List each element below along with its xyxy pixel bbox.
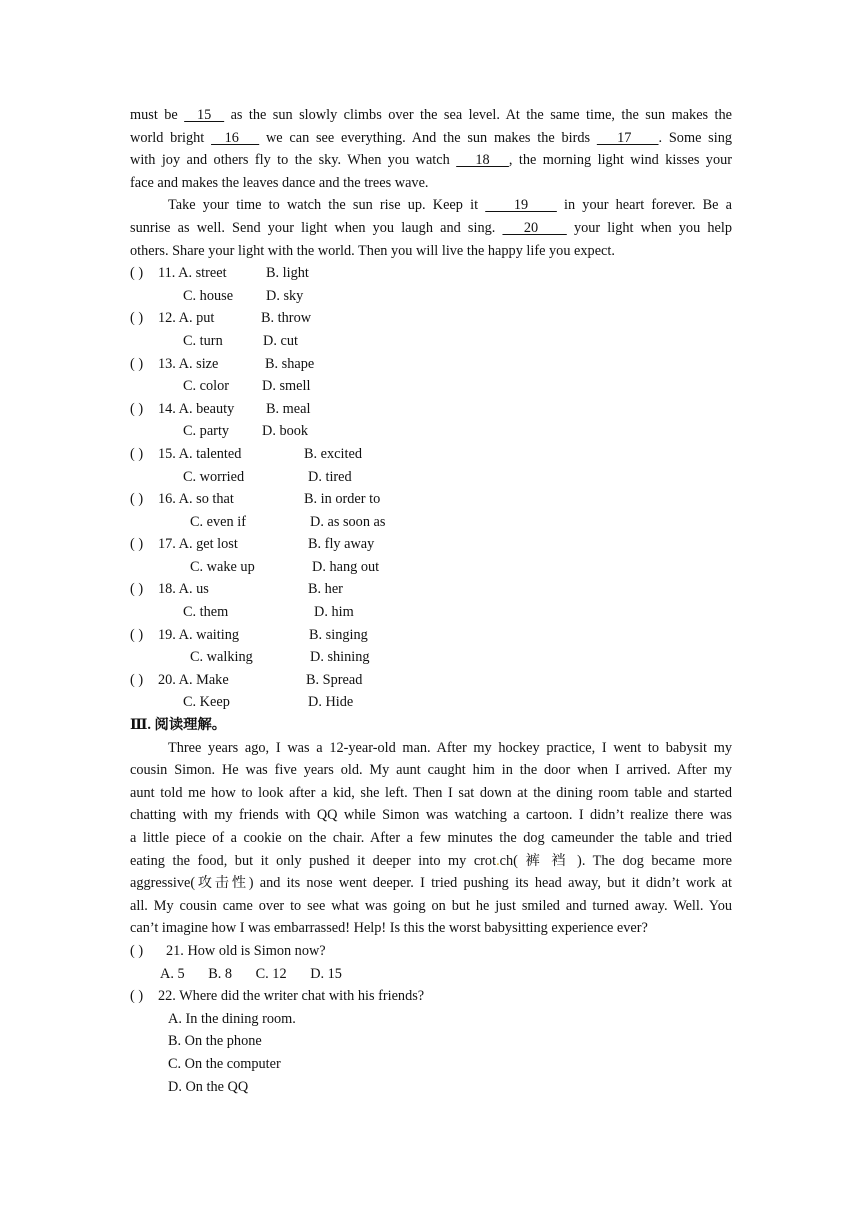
text: in your heart forever. Be a <box>556 197 733 214</box>
reading-passage <box>130 737 732 940</box>
text: must be <box>130 107 185 123</box>
blank-17: 17 <box>596 129 659 146</box>
option-b: B. fly away <box>308 536 375 553</box>
question-19 <box>130 624 732 647</box>
passage-line: aunt told me how to look after a kid, she left. Then I sat down at the dining room table and started <box>130 784 732 801</box>
text: Take your time to watch the sun rise up. Keep it <box>168 197 486 214</box>
passage-line: all. My cousin came over to see what was going on but he just smiled and turned away. Well. You <box>130 897 732 914</box>
passage-line: others. Share your light with the world. Then you will live the happy life you expect. <box>130 242 615 259</box>
option-c: C. party <box>183 423 230 440</box>
passage-line: aggressive(攻击性) and its nose went deeper. I tried pushing its head away, but it didn’t work at <box>130 875 732 892</box>
text: your light when you help <box>566 219 732 236</box>
option-d: D. him <box>314 604 354 621</box>
answer-paren[interactable]: ( ) <box>130 355 144 372</box>
text: , the morning light wind kisses your <box>508 152 732 169</box>
exam-page <box>130 104 732 1098</box>
option-a: 14. A. beauty <box>158 400 235 417</box>
option-b: B. her <box>308 581 343 598</box>
option-b: B. On the phone <box>168 1033 262 1050</box>
option-b: B. shape <box>265 355 315 372</box>
question-17 <box>130 533 732 556</box>
question-stem: 22. Where did the writer chat with his friends? <box>158 988 425 1005</box>
text: world bright <box>130 129 212 146</box>
option-a: A. 5 <box>160 965 185 982</box>
answer-paren[interactable]: ( ) <box>130 310 144 327</box>
blank-16: 16 <box>211 129 260 146</box>
option-b: B. Spread <box>306 671 363 688</box>
answer-paren[interactable]: ( ) <box>130 942 144 959</box>
text: eating the food, but it only pushed it deeper into my crot <box>130 852 497 869</box>
text: sunrise as well. Send your light when you laugh and sing. <box>130 219 503 236</box>
option-d: D. cut <box>263 332 298 349</box>
passage-line: cousin Simon. He was five years old. My aunt caught him in the door when I arrived. After my <box>130 762 732 779</box>
question-12 <box>130 307 732 330</box>
question-18-options <box>130 601 732 624</box>
passage-line <box>130 850 732 873</box>
question-13 <box>130 353 732 376</box>
question-20 <box>130 669 732 692</box>
option-c: C. worried <box>183 468 245 485</box>
passage-line: Three years ago, I was a 12-year-old man. After my hockey practice, I went to babysit my <box>168 739 732 756</box>
passage-line: a little piece of a cookie on the chair. After a few minutes the dog cameunder the table and tried <box>130 830 732 846</box>
option-c: C. 12 <box>255 965 287 982</box>
option-d: D. 15 <box>310 965 342 982</box>
text: . <box>496 852 500 869</box>
option-a: 17. A. get lost <box>158 536 238 553</box>
option-c: C. Keep <box>183 694 230 711</box>
option-c: C. even if <box>190 513 246 530</box>
question-16-options <box>130 511 732 534</box>
option-d: D. shining <box>310 649 370 666</box>
cloze-questions <box>130 262 732 714</box>
option-d: D. On the QQ <box>168 1078 249 1095</box>
cloze-passage <box>130 104 732 262</box>
question-stem: 21. How old is Simon now? <box>166 942 326 959</box>
option-a: 13. A. size <box>158 355 219 372</box>
option-d: D. Hide <box>308 694 354 711</box>
passage-line <box>130 149 732 172</box>
option-a: 19. A. waiting <box>158 626 240 643</box>
option-b: B. light <box>266 265 309 282</box>
text: with joy and others fly to the sky. When you watch <box>130 152 457 169</box>
option-c: C. wake up <box>190 558 255 575</box>
option-c: C. turn <box>183 332 223 349</box>
option-c: C. color <box>183 378 230 395</box>
text: we can see everything. And the sun makes the birds <box>259 129 597 146</box>
question-14-options <box>130 420 732 443</box>
question-15 <box>130 443 732 466</box>
question-19-options <box>130 646 732 669</box>
answer-paren[interactable]: ( ) <box>130 491 144 508</box>
blank-20: 20 <box>502 219 567 236</box>
question-17-options <box>130 556 732 579</box>
option-b: B. singing <box>309 626 368 643</box>
question-22 <box>130 985 732 1008</box>
option-d: D. hang out <box>312 558 380 575</box>
answer-paren[interactable]: ( ) <box>130 671 144 688</box>
question-11 <box>130 262 732 285</box>
passage-line <box>130 104 732 127</box>
answer-paren[interactable]: ( ) <box>130 581 144 598</box>
answer-paren[interactable]: ( ) <box>130 265 144 282</box>
text: ch( 裤 裆 ). The dog became more <box>499 852 732 869</box>
passage-line: chatting with my friends with QQ while Simon was watching a cartoon. I didn’t realize there was <box>130 807 732 824</box>
section-heading: Ⅲ. 阅读理解。 <box>130 717 227 734</box>
option-d: D. sky <box>266 287 304 304</box>
option-a: 20. A. Make <box>158 671 229 688</box>
passage-line <box>130 217 732 240</box>
option-b: B. throw <box>261 310 312 327</box>
option-a: 18. A. us <box>158 581 209 598</box>
answer-paren[interactable]: ( ) <box>130 536 144 553</box>
option-a: 12. A. put <box>158 310 215 327</box>
option-b: B. 8 <box>208 965 233 982</box>
option-d: D. smell <box>262 378 311 395</box>
question-16 <box>130 488 732 511</box>
question-21 <box>130 940 732 963</box>
option-a: 15. A. talented <box>158 445 242 462</box>
blank-18: 18 <box>456 152 509 169</box>
option-b: B. excited <box>304 445 362 462</box>
passage-line: can’t imagine how I was embarrassed! Help! Is this the worst babysitting experience ever? <box>130 920 648 937</box>
passage-line <box>130 194 732 217</box>
question-12-options <box>130 330 732 353</box>
blank-19: 19 <box>485 197 557 214</box>
question-15-options <box>130 466 732 489</box>
question-13-options <box>130 375 732 398</box>
answer-paren[interactable]: ( ) <box>130 626 144 643</box>
option-d: D. book <box>262 423 309 440</box>
question-18 <box>130 578 732 601</box>
option-d: D. tired <box>308 468 352 485</box>
blank-15: 15 <box>184 107 225 123</box>
text: . Some sing <box>658 129 733 146</box>
question-11-options <box>130 285 732 308</box>
passage-line: face and makes the leaves dance and the trees wave. <box>130 174 429 191</box>
option-b: B. in order to <box>304 491 381 508</box>
option-a: 16. A. so that <box>158 491 234 508</box>
question-14 <box>130 398 732 421</box>
option-d: D. as soon as <box>310 513 386 530</box>
answer-paren[interactable]: ( ) <box>130 400 144 417</box>
option-c: C. On the computer <box>168 1055 281 1072</box>
text: as the sun slowly climbs over the sea level. At the same time, the sun makes the <box>224 107 733 123</box>
question-20-options <box>130 691 732 714</box>
passage-line <box>130 127 732 150</box>
option-c: C. walking <box>190 649 253 666</box>
answer-paren[interactable]: ( ) <box>130 445 144 462</box>
option-c: C. house <box>183 287 234 304</box>
answer-paren[interactable]: ( ) <box>130 988 144 1005</box>
question-21-options <box>130 963 732 986</box>
option-b: B. meal <box>266 400 311 417</box>
option-a: A. In the dining room. <box>168 1010 296 1027</box>
option-c: C. them <box>183 604 229 621</box>
option-a: 11. A. street <box>158 265 227 282</box>
